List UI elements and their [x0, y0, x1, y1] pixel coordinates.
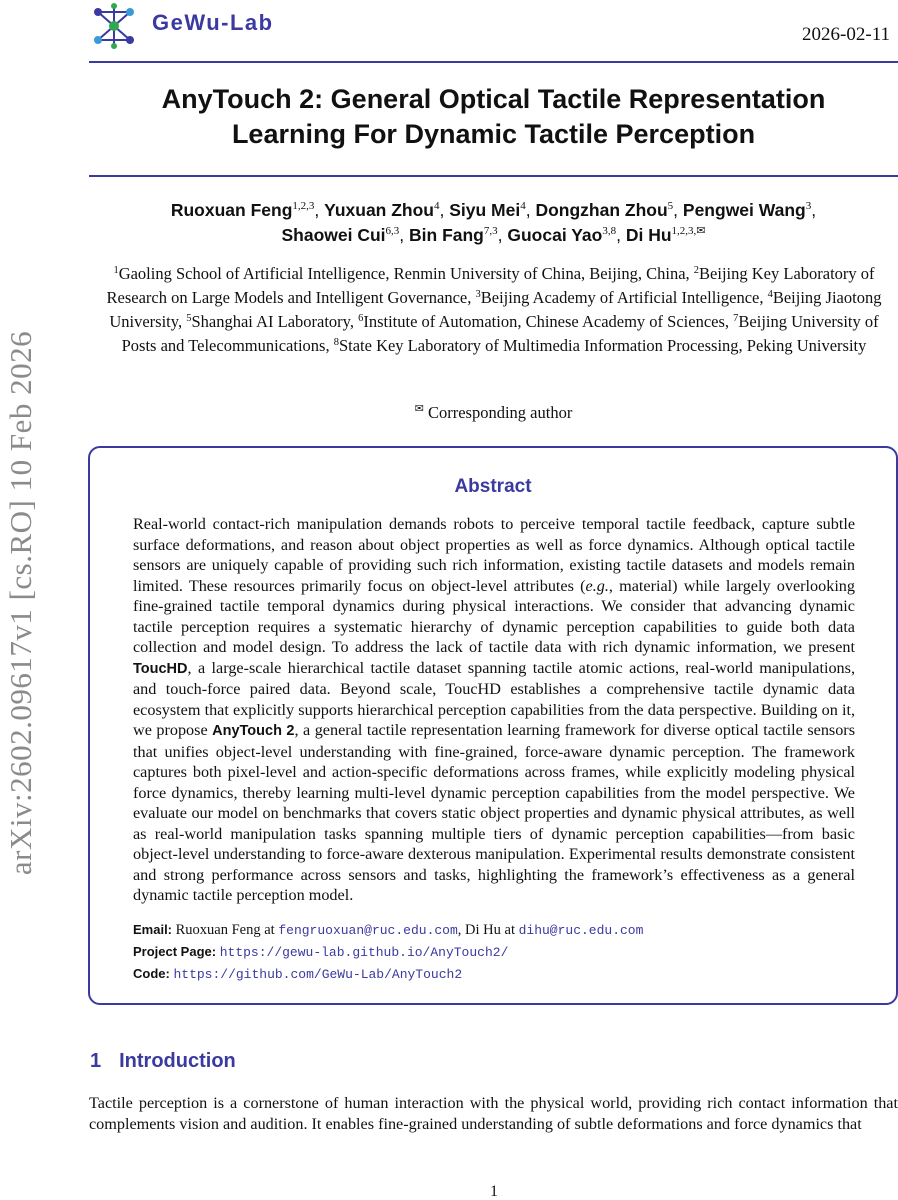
email-link-feng[interactable]: fengruoxuan@ruc.edu.com — [278, 923, 458, 938]
arxiv-id-text: arXiv:2602.09617v1 [cs.RO] 10 Feb 2026 — [3, 330, 38, 876]
page-header — [0, 0, 898, 64]
affiliation: Beijing Jiaotong University, — [109, 288, 882, 331]
corresponding-author-label: Corresponding author — [427, 403, 573, 422]
lab-name: GeWu-Lab — [152, 10, 274, 35]
affiliation: State Key Laboratory of Multimedia Information Processing, Peking University — [338, 336, 867, 355]
code-line — [133, 963, 855, 985]
author: Pengwei Wang$^3$ — [682, 200, 812, 220]
email-link-hu[interactable]: dihu@ruc.edu.com — [518, 923, 644, 938]
project-page-link[interactable]: https://gewu-lab.github.io/AnyTouch2/ — [219, 945, 509, 960]
author: Bin Fang$^{7,3}$ — [409, 225, 498, 245]
title-line-2: Learning For Dynamic Tactile Perception — [231, 119, 756, 149]
introduction-text: Tactile perception is a cornerstone of human interaction with the physical world, providing rich contact information that complements vision and audition. It enables fine-grained understanding of subtle deformations and force dynamics that — [89, 1094, 898, 1133]
author: Siyu Mei$^4$ — [449, 200, 526, 220]
email-line: Email: Ruoxuan Feng at fengruoxuan@ruc.edu.com, Di Hu at dihu@ruc.edu.com — [133, 922, 644, 938]
project-page-label: Project Page: — [133, 944, 217, 959]
author: Guocai Yao$^{3,8}$ — [507, 225, 617, 245]
affiliation: Gaoling School of Artificial Intelligence, Renmin University of China, Beijing, China, — [118, 264, 690, 283]
section-number: 1 — [90, 1050, 102, 1072]
page-number: 1 — [490, 1183, 498, 1200]
model-name: AnyTouch 2 — [212, 723, 295, 739]
dataset-name: ToucHD — [133, 660, 188, 677]
author-list: Ruoxuan Feng$^{1,2,3}$, Yuxuan Zhou$^4$, Siyu Mei$^4$, Dongzhan Zhou$^5$, Pengwei Wang$^3$, Shaowei Cui$^{6,3}$, Bin Fang$^{7,3}$, Guocai Yao$^{3,8}$, Di $Hu^{1,2,3,✉}$ — [170, 200, 817, 245]
paper-meta — [133, 919, 855, 985]
code-link[interactable]: https://github.com/GeWu-Lab/AnyTouch2 — [173, 967, 463, 982]
abstract-box — [88, 446, 898, 1005]
corresponding-author-note — [89, 398, 898, 424]
abstract-heading: Abstract — [454, 476, 532, 497]
affiliation: Institute of Automation, Chinese Academy of Sciences, — [363, 312, 730, 331]
publication-date: 2026-02-11 — [802, 24, 890, 45]
section-heading-introduction — [90, 1050, 236, 1073]
project-page-line — [133, 941, 855, 963]
author: Shaowei Cui$^{6,3}$ — [281, 225, 400, 245]
title-divider — [89, 175, 898, 177]
email-label: Email: — [133, 922, 173, 937]
envelope-icon: ✉ — [414, 403, 424, 415]
author: Ruoxuan Feng$^{1,2,3}$ — [170, 200, 315, 220]
affiliation: Beijing Academy of Artificial Intelligence, — [480, 288, 764, 307]
gewu-lab-logo-icon — [88, 2, 140, 50]
paper-title — [89, 82, 898, 152]
author: Dongzhan Zhou$^5$ — [535, 200, 674, 220]
author: Di $Hu^{1,2,3,✉}$ — [625, 225, 706, 245]
code-label: Code: — [133, 966, 170, 981]
affiliation: Shanghai AI Laboratory, — [191, 312, 354, 331]
header-divider — [89, 61, 898, 63]
abstract-text: Real-world contact-rich manipulation demands robots to perceive temporal tactile feedback, capture subtle surface deformations, and reason about object properties as well as force dynamics. Although optical tactile sensors are uniquely capable of providing such rich information, existing tactile datasets and models remain limited. These resources primarily focus on object-level attributes (e.g., material) while largely overlooking fine-grained tactile temporal dynamics during physical interactions. We consider that advancing dynamic tactile perception requires a systematic hierarchy of dynamic perception capabilities to guide both data collection and model design. To address the lack of tactile data with rich dynamic information, we present ToucHD, a large-scale hierarchical tactile dataset spanning tactile atomic actions, real-world manipulations, and touch-force paired data. Beyond scale, ToucHD establishes a comprehensive tactile dynamic data ecosystem that explicitly supports hierarchical perception capabilities from the data perspective. Building on it, we propose AnyTouch 2, a general tactile representation learning framework for diverse optical tactile sensors that unifies object-level understanding with fine-grained, force-aware dynamic perception. The framework captures both pixel-level and action-specific deformations across frames, while explicitly modeling physical force dynamics, thereby learning multi-level dynamic perception capabilities from the model perspective. We evaluate our model on benchmarks that covers static object properties and dynamic physical attributes, as well as real-world manipulation tasks spanning multiple tiers of dynamic perception capabilities—from basic object-level understanding to force-aware dexterous manipulation. Experimental results demonstrate consistent and strong performance across sensors and tasks, highlighting the framework’s effectiveness as a general dynamic tactile perception model. — [133, 515, 855, 904]
author: Yuxuan Zhou$^4$ — [324, 200, 440, 220]
affiliation: Beijing University of Posts and Telecommunications, — [121, 312, 879, 355]
title-line-1: AnyTouch 2: General Optical Tactile Representation — [161, 84, 826, 114]
arxiv-side-stamp — [0, 0, 40, 1200]
section-title: Introduction — [119, 1050, 236, 1072]
affiliation-list: $^1$Gaoling School of Artificial Intelligence, Renmin University of China, Beijing, China, $^2$Beijing Key Laboratory of Research on Large Models and Intelligent Governance, $^3$Beijing Academy of Artificial Intelligence, $^4$Beijing Jiaotong University, $^5$Shanghai AI Laboratory, $^6$Institute of Automation, Chinese Academy of Sciences, $^7$Beijing University of Posts and Telecommunications, $^8$State Key Laboratory of Multimedia Information Processing, Peking University — [106, 264, 882, 355]
affiliation: Beijing Key Laboratory of Research on Large Models and Intelligent Governance, — [106, 264, 875, 307]
